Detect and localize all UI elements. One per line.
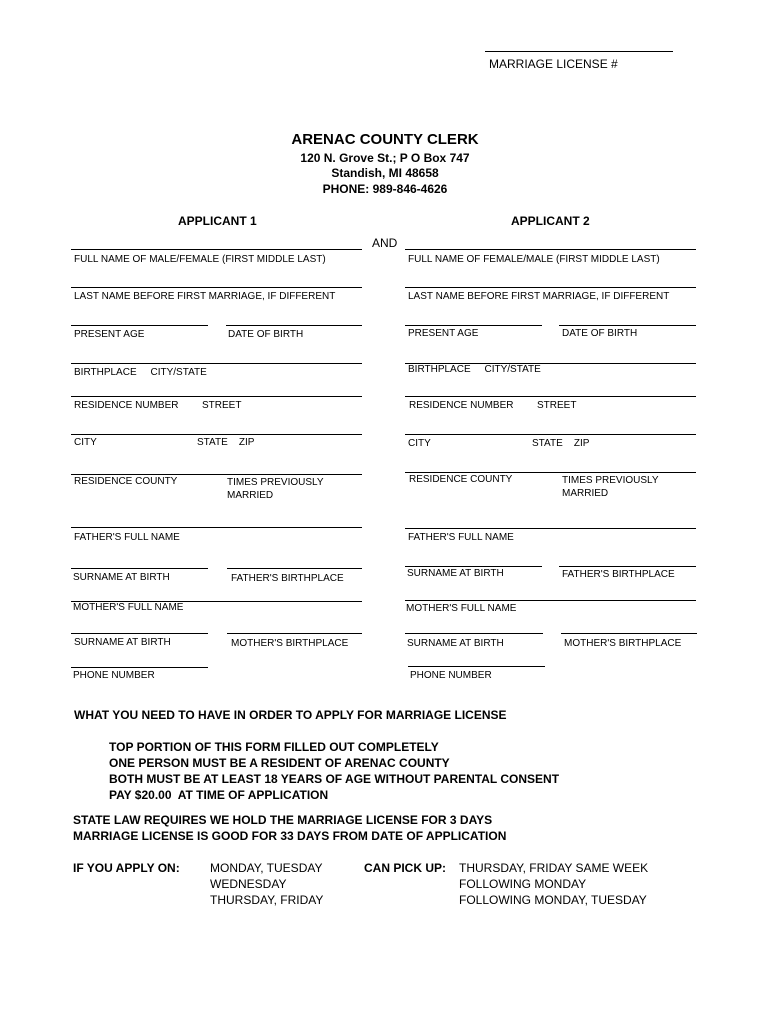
- a1-father-surname-field[interactable]: [73, 551, 206, 567]
- address-line-1: 120 N. Grove St.; P O Box 747: [300, 151, 470, 165]
- a2-phone-line: [408, 666, 545, 667]
- a2-address-line: [405, 396, 696, 397]
- a2-father-surname-field[interactable]: [407, 549, 540, 565]
- a2-mother-surname-label: SURNAME AT BIRTH: [407, 638, 504, 649]
- a2-mother-birthplace-field[interactable]: [563, 616, 695, 632]
- a2-father-name-line: [405, 528, 696, 529]
- a1-city-line: [71, 434, 362, 435]
- a1-birthplace-line: [71, 363, 362, 364]
- a1-full-name-label: FULL NAME OF MALE/FEMALE (FIRST MIDDLE LAST): [74, 254, 326, 265]
- a1-county-line: [71, 474, 362, 475]
- pick-up-label: CAN PICK UP:: [364, 861, 447, 875]
- a1-age-label: PRESENT AGE: [74, 329, 145, 340]
- requirements-heading: WHAT YOU NEED TO HAVE IN ORDER TO APPLY FOR MARRIAGE LICENSE: [74, 708, 507, 722]
- a1-county-label: RESIDENCE COUNTY: [74, 476, 178, 487]
- license-number-field[interactable]: [490, 35, 670, 51]
- a1-state-zip-label: STATE ZIP: [197, 437, 255, 448]
- a2-address-field[interactable]: [407, 379, 694, 395]
- a2-age-label: PRESENT AGE: [408, 328, 479, 339]
- a2-age-field[interactable]: [407, 308, 540, 324]
- license-validity-note: MARRIAGE LICENSE IS GOOD FOR 33 DAYS FROM DATE OF APPLICATION: [73, 829, 507, 843]
- requirement-item: TOP PORTION OF THIS FORM FILLED OUT COMPLETELY: [109, 740, 439, 754]
- a1-birthplace-field[interactable]: [73, 346, 360, 362]
- a1-city-label: CITY: [74, 437, 97, 448]
- a1-father-name-label: FATHER'S FULL NAME: [74, 532, 180, 543]
- a1-times-married-label: TIMES PREVIOUSLY MARRIED: [227, 477, 324, 501]
- a2-last-name-label: LAST NAME BEFORE FIRST MARRIAGE, IF DIFFERENT: [408, 291, 670, 302]
- license-number-label: MARRIAGE LICENSE #: [489, 57, 618, 71]
- apply-day: WEDNESDAY: [210, 877, 287, 891]
- a2-times-married-label: TIMES PREVIOUSLY MARRIED: [562, 475, 659, 499]
- a1-birthplace-label: BIRTHPLACE CITY/STATE: [74, 367, 207, 378]
- applicant-2-heading: APPLICANT 2: [511, 214, 590, 228]
- a1-mother-surname-field[interactable]: [73, 616, 206, 632]
- a1-city-field[interactable]: [73, 417, 360, 433]
- a1-father-birthplace-field[interactable]: [229, 551, 360, 567]
- a1-mother-name-field[interactable]: [73, 584, 360, 600]
- a1-dob-field[interactable]: [228, 308, 360, 324]
- a2-residence-number-label: RESIDENCE NUMBER: [409, 400, 514, 411]
- a2-mother-birthplace-line: [561, 633, 697, 634]
- a2-phone-field[interactable]: [410, 649, 543, 665]
- a2-dob-field[interactable]: [561, 308, 694, 324]
- a1-age-field[interactable]: [73, 308, 206, 324]
- a1-father-name-field[interactable]: [73, 510, 360, 526]
- a1-last-name-field[interactable]: [73, 270, 360, 286]
- a2-mother-birthplace-label: MOTHER'S BIRTHPLACE: [564, 638, 682, 649]
- a1-phone-field[interactable]: [73, 650, 206, 666]
- a1-dob-label: DATE OF BIRTH: [228, 329, 304, 340]
- address-line-2: Standish, MI 48658: [331, 166, 439, 180]
- a1-father-surname-label: SURNAME AT BIRTH: [73, 572, 170, 583]
- a2-father-name-label: FATHER'S FULL NAME: [408, 532, 514, 543]
- a2-father-name-field[interactable]: [407, 511, 694, 527]
- a2-county-field[interactable]: [407, 455, 694, 471]
- a1-phone-line: [71, 667, 208, 668]
- a2-dob-line: [559, 325, 696, 326]
- a1-mother-birthplace-line: [227, 633, 362, 634]
- a2-father-birthplace-field[interactable]: [561, 549, 694, 565]
- a1-county-field[interactable]: [73, 457, 360, 473]
- pickup-day: FOLLOWING MONDAY: [459, 877, 587, 891]
- a1-age-line: [71, 325, 208, 326]
- a2-birthplace-label: BIRTHPLACE CITY/STATE: [408, 364, 541, 375]
- a2-mother-surname-field[interactable]: [407, 616, 541, 632]
- a1-father-birthplace-line: [227, 568, 362, 569]
- a2-dob-label: DATE OF BIRTH: [562, 328, 638, 339]
- requirement-item: ONE PERSON MUST BE A RESIDENT OF ARENAC COUNTY: [109, 756, 450, 770]
- a1-last-name-line: [71, 287, 362, 288]
- a2-birthplace-field[interactable]: [407, 346, 694, 362]
- a2-father-birthplace-line: [559, 566, 696, 567]
- a1-last-name-label: LAST NAME BEFORE FIRST MARRIAGE, IF DIFFERENT: [74, 291, 336, 302]
- a2-state-zip-label: STATE ZIP: [532, 438, 590, 449]
- a1-father-surname-line: [71, 568, 208, 569]
- a2-father-surname-line: [405, 566, 542, 567]
- a2-phone-label: PHONE NUMBER: [410, 670, 492, 681]
- page-title: ARENAC COUNTY CLERK: [291, 131, 479, 148]
- a2-full-name-label: FULL NAME OF FEMALE/MALE (FIRST MIDDLE LAST): [408, 254, 660, 265]
- pickup-day: FOLLOWING MONDAY, TUESDAY: [459, 893, 647, 907]
- a1-father-name-line: [71, 527, 362, 528]
- phone-line: PHONE: 989-846-4626: [322, 182, 448, 196]
- and-label: AND: [372, 236, 398, 250]
- a2-father-surname-label: SURNAME AT BIRTH: [407, 568, 504, 579]
- a1-full-name-field[interactable]: [73, 232, 360, 248]
- a1-mother-birthplace-label: MOTHER'S BIRTHPLACE: [231, 638, 349, 649]
- a1-phone-label: PHONE NUMBER: [73, 670, 155, 681]
- a2-county-line: [405, 472, 696, 473]
- a2-mother-name-field[interactable]: [407, 583, 694, 599]
- a1-address-line: [71, 396, 362, 397]
- a1-mother-birthplace-field[interactable]: [229, 616, 360, 632]
- a2-city-field[interactable]: [407, 417, 694, 433]
- license-number-line: [485, 51, 673, 52]
- a2-last-name-line: [405, 287, 696, 288]
- applicant-1-heading: APPLICANT 1: [178, 214, 257, 228]
- a2-street-label: STREET: [537, 400, 577, 411]
- a1-street-label: STREET: [202, 400, 242, 411]
- a1-mother-name-label: MOTHER'S FULL NAME: [73, 602, 184, 613]
- a1-dob-line: [226, 325, 362, 326]
- a1-full-name-line: [71, 249, 362, 250]
- requirement-item: BOTH MUST BE AT LEAST 18 YEARS OF AGE WITHOUT PARENTAL CONSENT: [109, 772, 560, 786]
- a2-city-line: [405, 434, 696, 435]
- a2-mother-name-label: MOTHER'S FULL NAME: [406, 603, 517, 614]
- state-law-note: STATE LAW REQUIRES WE HOLD THE MARRIAGE LICENSE FOR 3 DAYS: [73, 813, 493, 827]
- a1-father-birthplace-label: FATHER'S BIRTHPLACE: [231, 573, 344, 584]
- a2-full-name-line: [405, 249, 696, 250]
- a2-age-line: [405, 325, 542, 326]
- apply-on-label: IF YOU APPLY ON:: [73, 861, 180, 875]
- a1-mother-surname-line: [71, 633, 208, 634]
- a2-mother-name-line: [405, 600, 696, 601]
- a2-full-name-field[interactable]: [407, 232, 694, 248]
- pickup-day: THURSDAY, FRIDAY SAME WEEK: [459, 861, 649, 875]
- a2-last-name-field[interactable]: [407, 270, 694, 286]
- a1-address-field[interactable]: [73, 379, 360, 395]
- a2-county-label: RESIDENCE COUNTY: [409, 474, 513, 485]
- a2-father-birthplace-label: FATHER'S BIRTHPLACE: [562, 569, 675, 580]
- a1-residence-number-label: RESIDENCE NUMBER: [74, 400, 179, 411]
- a1-mother-surname-label: SURNAME AT BIRTH: [74, 637, 171, 648]
- apply-day: THURSDAY, FRIDAY: [210, 893, 324, 907]
- apply-day: MONDAY, TUESDAY: [210, 861, 323, 875]
- a2-mother-surname-line: [405, 633, 543, 634]
- a2-city-label: CITY: [408, 438, 431, 449]
- requirement-item: PAY $20.00 AT TIME OF APPLICATION: [109, 788, 329, 802]
